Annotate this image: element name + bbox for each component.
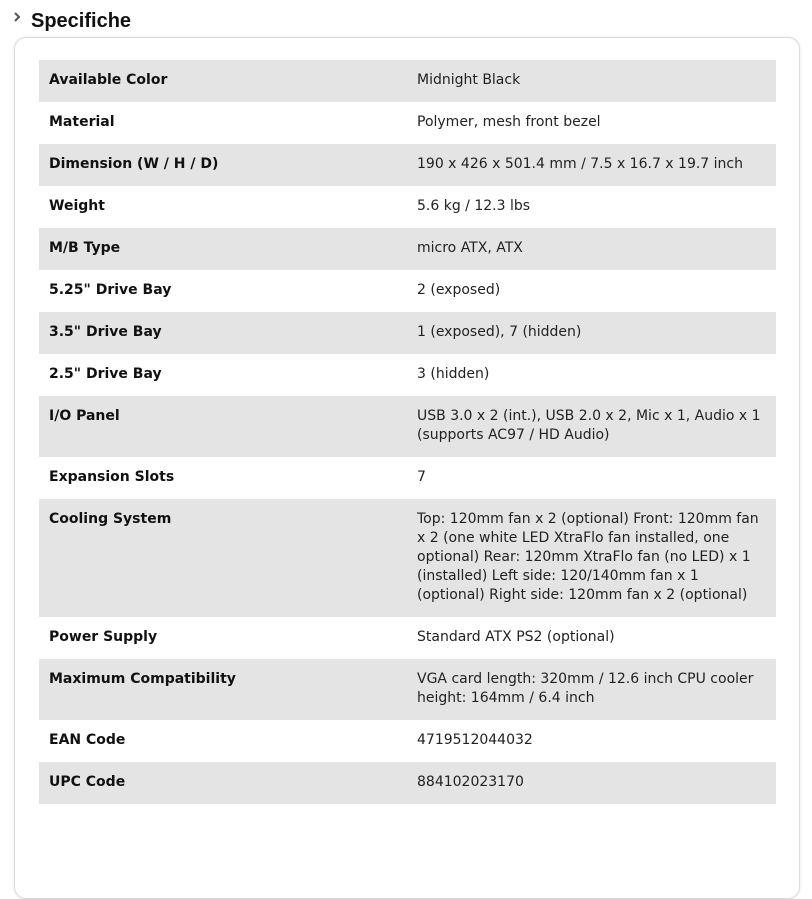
spec-label: Expansion Slots	[39, 457, 407, 499]
table-row	[39, 312, 776, 354]
chevron-right-icon	[14, 12, 22, 22]
spec-label: UPC Code	[39, 762, 407, 804]
table-row	[39, 354, 776, 396]
spec-label: M/B Type	[39, 228, 407, 270]
spec-value: 5.6 kg / 12.3 lbs	[407, 186, 776, 228]
table-row	[39, 396, 776, 457]
spec-label: Power Supply	[39, 617, 407, 659]
spec-value: Midnight Black	[407, 60, 776, 102]
spec-label: Weight	[39, 186, 407, 228]
spec-value: 3 (hidden)	[407, 354, 776, 396]
table-row	[39, 144, 776, 186]
spec-label: Cooling System	[39, 499, 407, 617]
spec-value: Standard ATX PS2 (optional)	[407, 617, 776, 659]
spec-label: Dimension (W / H / D)	[39, 144, 407, 186]
spec-value: USB 3.0 x 2 (int.), USB 2.0 x 2, Mic x 1, Audio x 1 (supports AC97 / HD Audio)	[407, 396, 776, 457]
spec-label: 5.25" Drive Bay	[39, 270, 407, 312]
table-row	[39, 457, 776, 499]
spec-value: 1 (exposed), 7 (hidden)	[407, 312, 776, 354]
spec-value: 2 (exposed)	[407, 270, 776, 312]
table-row	[39, 720, 776, 762]
spec-label: 3.5" Drive Bay	[39, 312, 407, 354]
section-title: Specifiche	[31, 9, 132, 32]
spec-value: 4719512044032	[407, 720, 776, 762]
spec-label: EAN Code	[39, 720, 407, 762]
spec-value: 884102023170	[407, 762, 776, 804]
spec-value: Polymer, mesh front bezel	[407, 102, 776, 144]
table-row	[39, 762, 776, 804]
spec-value: micro ATX, ATX	[407, 228, 776, 270]
table-row	[39, 102, 776, 144]
spec-label: Maximum Compatibility	[39, 659, 407, 720]
spec-value: 7	[407, 457, 776, 499]
spec-value: Top: 120mm fan x 2 (optional) Front: 120mm fan x 2 (one white LED XtraFlo fan installed, one optional) Rear: 120mm XtraFlo fan (no LED) x 1 (installed) Left side: 120/140mm fan x 1 (optional) Right side: 120mm fan x 2 (optional)	[407, 499, 776, 617]
section-header	[14, 8, 131, 34]
table-row	[39, 228, 776, 270]
spec-value: 190 x 426 x 501.4 mm / 7.5 x 16.7 x 19.7 inch	[407, 144, 776, 186]
table-row	[39, 617, 776, 659]
spec-value: VGA card length: 320mm / 12.6 inch CPU cooler height: 164mm / 6.4 inch	[407, 659, 776, 720]
spec-label: 2.5" Drive Bay	[39, 354, 407, 396]
specs-table	[39, 60, 776, 804]
table-row	[39, 659, 776, 720]
spec-label: Material	[39, 102, 407, 144]
spec-label: Available Color	[39, 60, 407, 102]
table-row	[39, 499, 776, 617]
table-row	[39, 270, 776, 312]
spec-label: I/O Panel	[39, 396, 407, 457]
table-row	[39, 186, 776, 228]
table-row	[39, 60, 776, 102]
